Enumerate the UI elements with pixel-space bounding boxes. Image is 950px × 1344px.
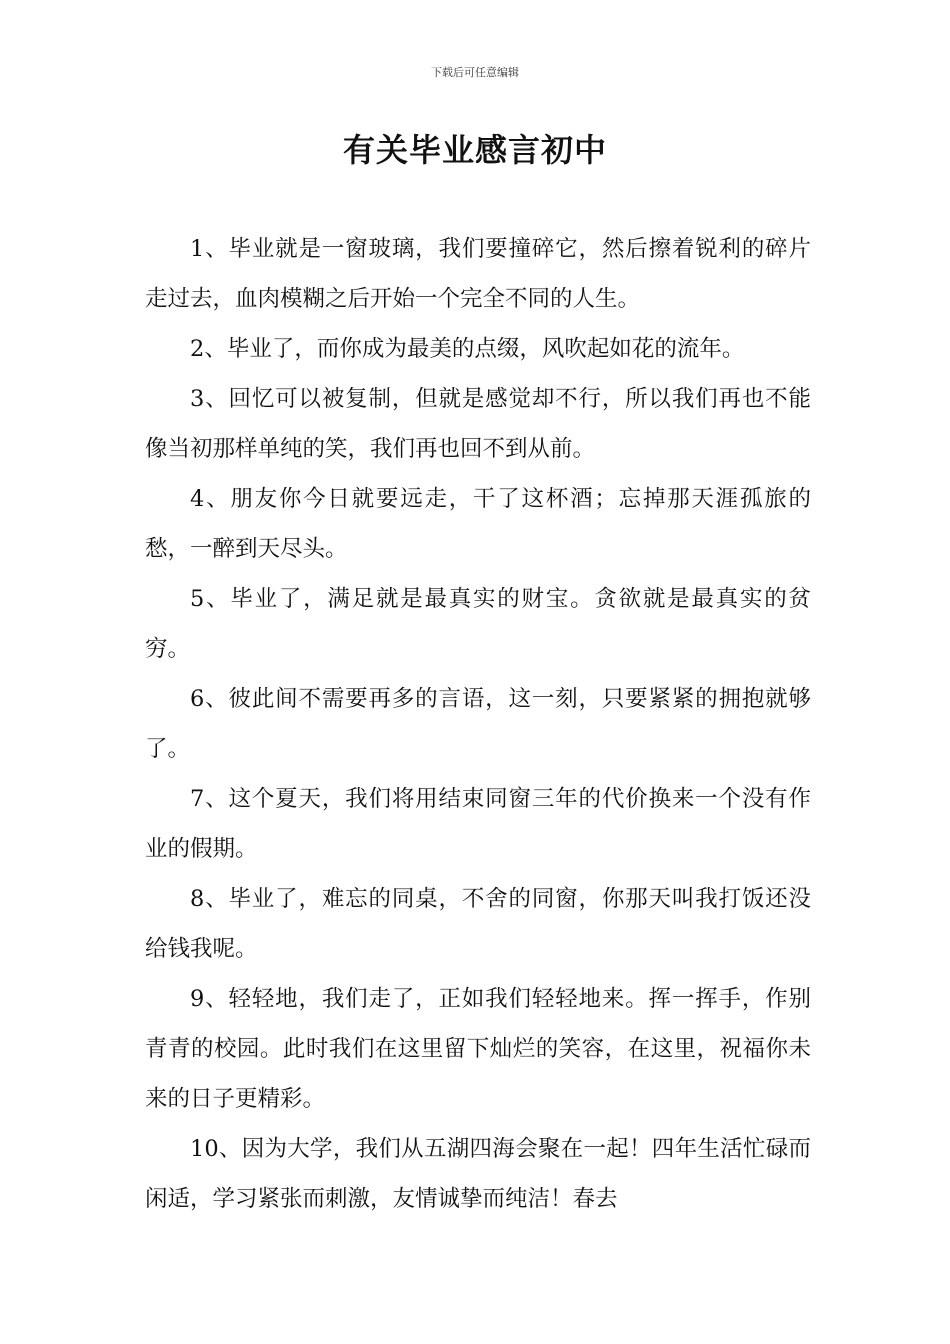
paragraph-5: 5、毕业了，满足就是最真实的财宝。贪欲就是最真实的贫穷。 bbox=[145, 586, 811, 662]
document-body bbox=[145, 224, 811, 1224]
paragraph-10: 10、因为大学，我们从五湖四海会聚在一起！四年生活忙碌而闲适，学习紧张而刺激，友情诚挚而纯洁！春去 bbox=[145, 1136, 811, 1212]
paragraph-7: 7、这个夏天，我们将用结束同窗三年的代价换来一个没有作业的假期。 bbox=[145, 786, 811, 862]
paragraph-9: 9、轻轻地，我们走了，正如我们轻轻地来。挥一挥手，作别青青的校园。此时我们在这里留下灿烂的笑容，在这里，祝福你未来的日子更精彩。 bbox=[145, 986, 811, 1112]
document-title: 有关毕业感言初中 bbox=[342, 131, 607, 169]
paragraph-1: 1、毕业就是一窗玻璃，我们要撞碎它，然后擦着锐利的碎片走过去，血肉模糊之后开始一个完全不同的人生。 bbox=[145, 236, 811, 312]
paragraph-4: 4、朋友你今日就要远走，干了这杯酒；忘掉那天涯孤旅的愁，一醉到天尽头。 bbox=[145, 486, 811, 562]
paragraph-3: 3、回忆可以被复制，但就是感觉却不行，所以我们再也不能像当初那样单纯的笑，我们再也回不到从前。 bbox=[145, 386, 811, 462]
paragraph-6: 6、彼此间不需要再多的言语，这一刻，只要紧紧的拥抱就够了。 bbox=[145, 686, 811, 762]
page-header-note: 下载后可任意编辑 bbox=[431, 66, 519, 79]
paragraph-2: 2、毕业了，而你成为最美的点缀，风吹起如花的流年。 bbox=[190, 336, 745, 362]
paragraph-8: 8、毕业了，难忘的同桌，不舍的同窗，你那天叫我打饭还没给钱我呢。 bbox=[145, 886, 811, 962]
